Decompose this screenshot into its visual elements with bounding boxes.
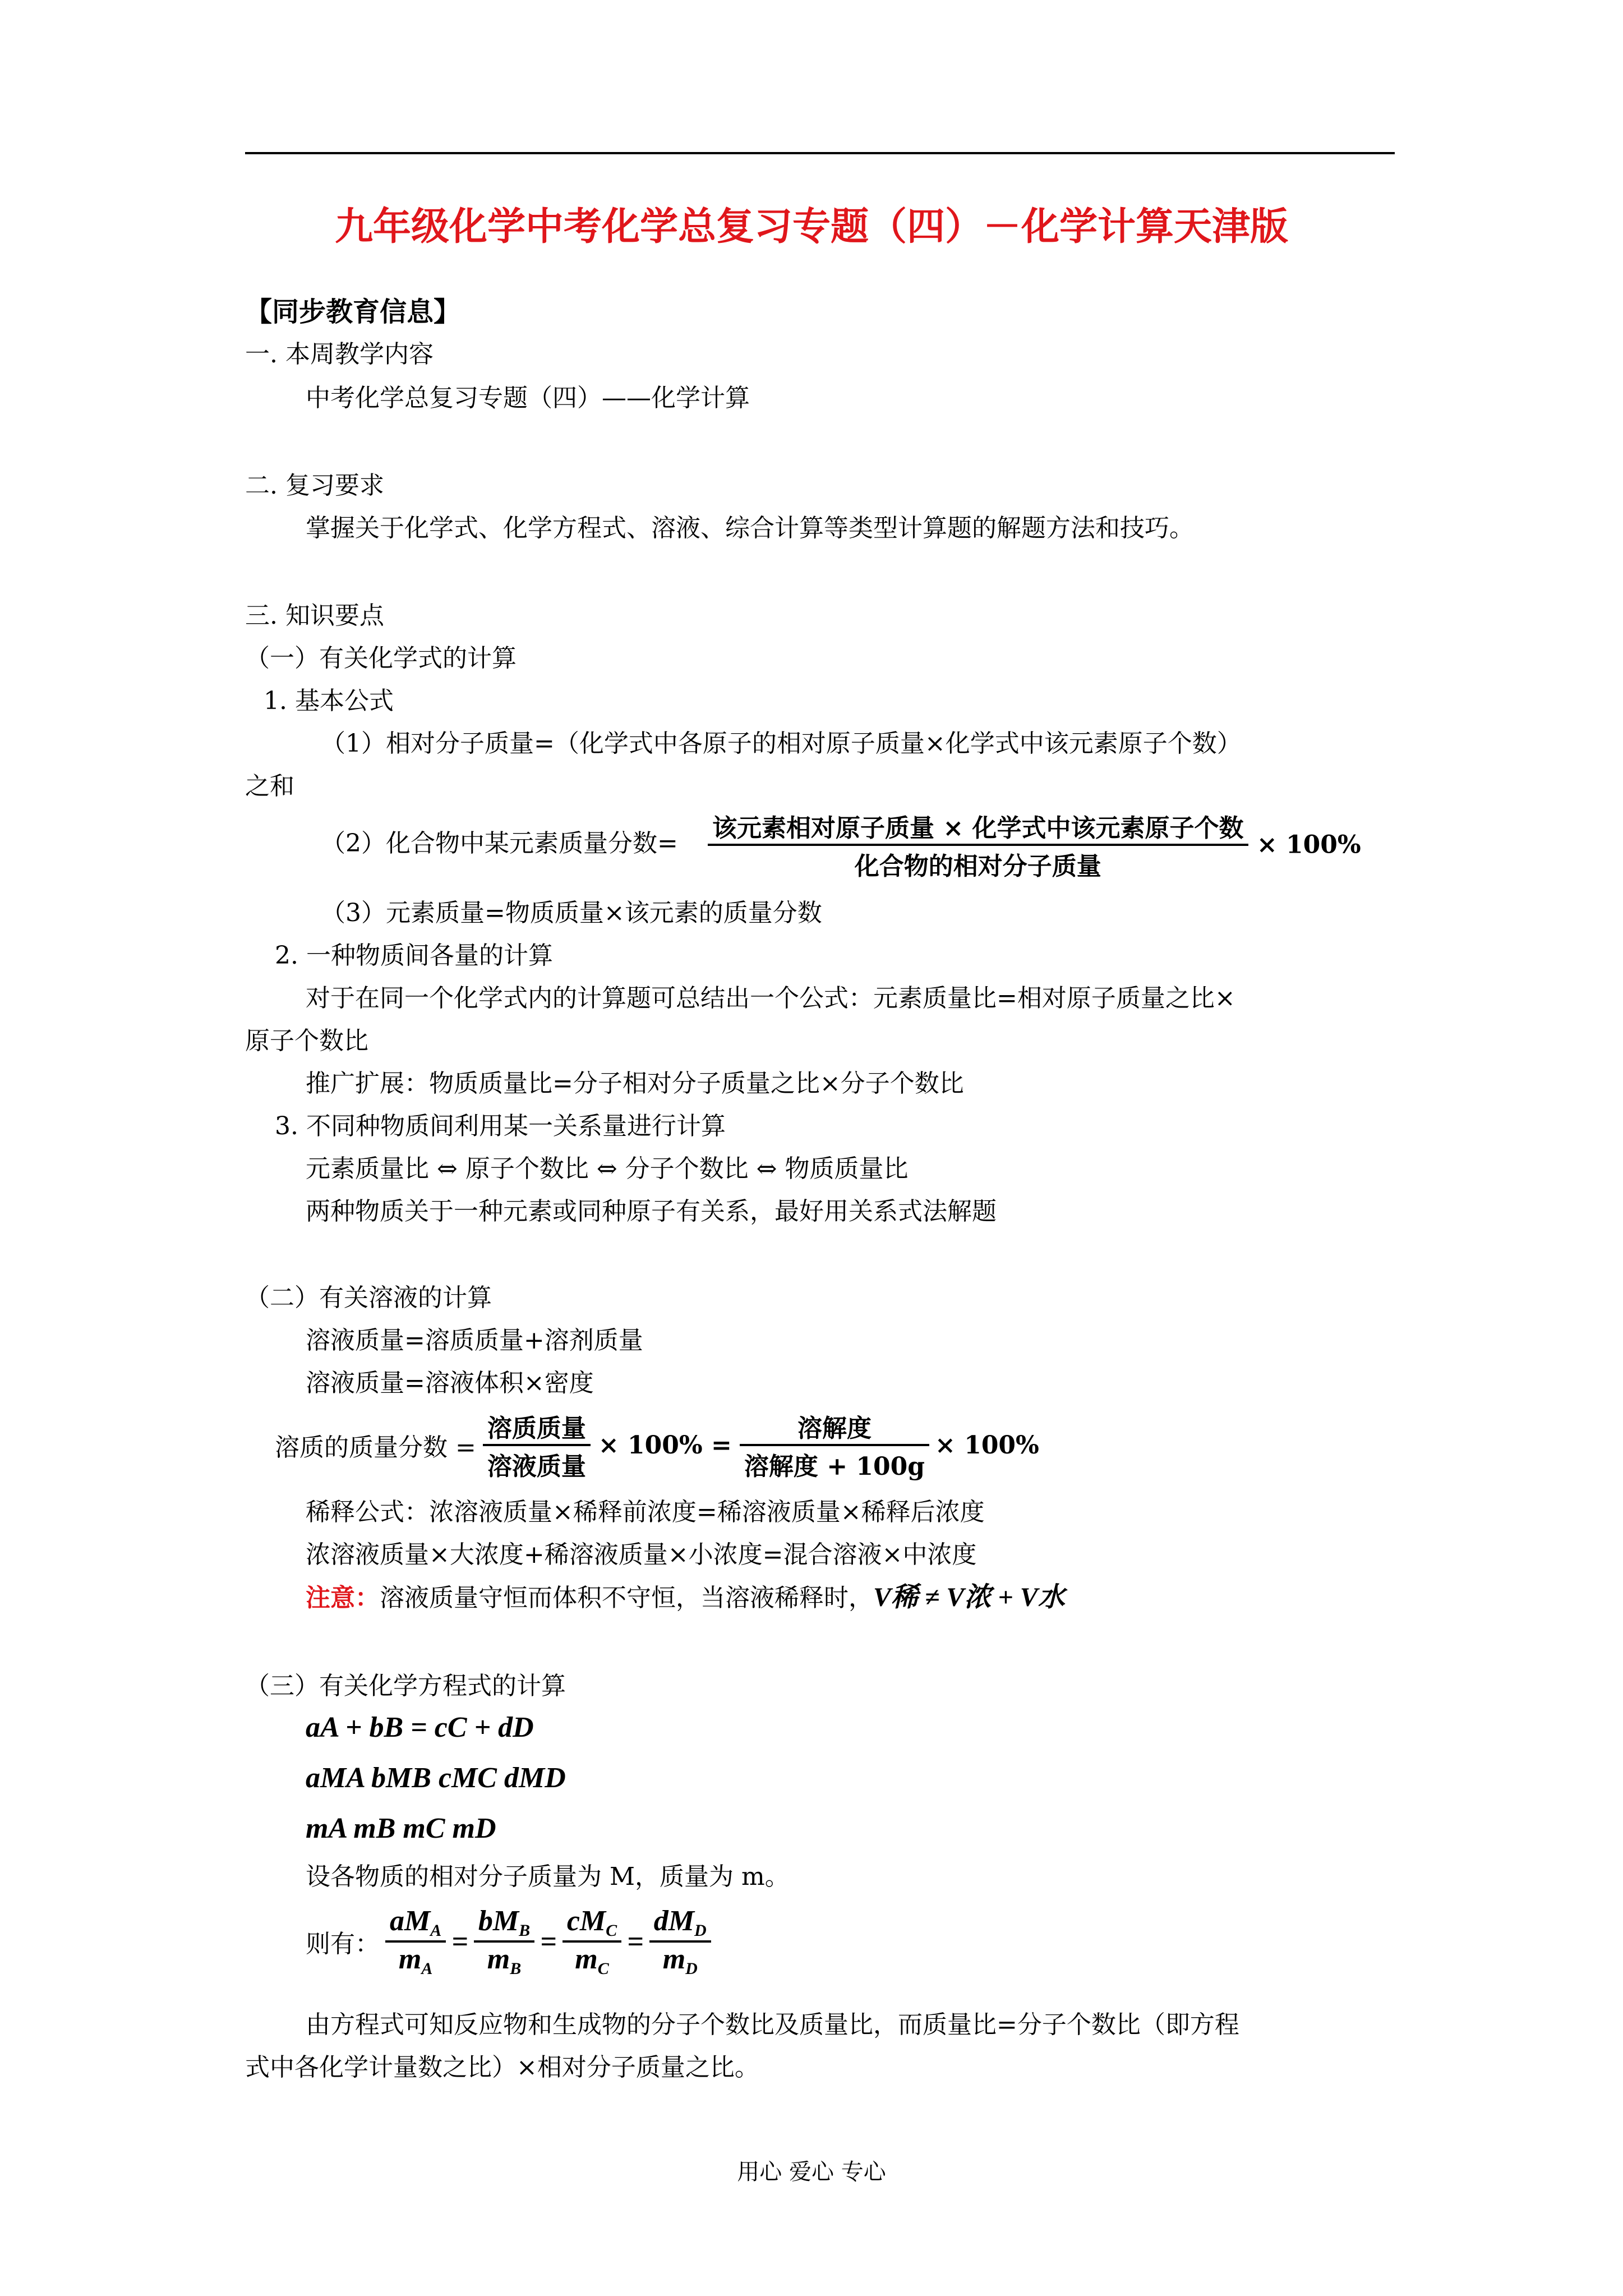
- mass-row: mA mB mC mD: [306, 1812, 496, 1844]
- page-footer: 用心 爱心 专心: [737, 2159, 886, 2185]
- text-line: 稀释公式：浓溶液质量×稀释前浓度=稀溶液质量×稀释后浓度: [306, 1498, 985, 1526]
- note-label: 注意：: [306, 1584, 380, 1612]
- reaction-equation: aA + bB = cC + dD: [306, 1711, 534, 1743]
- fraction-numerator: 溶解度: [797, 1414, 872, 1443]
- text-line: 之和: [245, 772, 294, 800]
- text-line: 中考化学总复习专题（四）——化学计算: [306, 384, 750, 412]
- text-line: （3）元素质量=物质质量×该元素的质量分数: [321, 899, 822, 927]
- text-line: 浓溶液质量×大浓度+稀溶液质量×小浓度=混合溶液×中浓度: [306, 1540, 977, 1569]
- formula-tail: × 100%: [935, 1430, 1039, 1460]
- note-line: [306, 1582, 1065, 1614]
- fraction-denominator: 溶解度 + 100g: [744, 1452, 925, 1481]
- text-line: 溶液质量=溶液体积×密度: [306, 1369, 594, 1397]
- heading-3: 三. 知识要点: [245, 601, 384, 630]
- text-line: 原子个数比: [245, 1027, 368, 1055]
- formula-label: 溶质的质量分数 =: [275, 1433, 476, 1462]
- subheading: 1. 基本公式: [264, 687, 394, 715]
- text-line: （1）相对分子质量=（化学式中各原子的相对原子质量×化学式中该元素原子个数）: [321, 729, 1242, 758]
- volume-formula: V稀 ≠ V浓 + V水: [873, 1582, 1065, 1612]
- fraction-numerator: 溶质质量: [487, 1414, 586, 1443]
- text-line: 两种物质关于一种元素或同种原子有关系，最好用关系式法解题: [306, 1197, 997, 1226]
- text-line: 设各物质的相对分子质量为 M，质量为 m。: [306, 1862, 790, 1891]
- text-line: 推广扩展：物质质量比=分子相对分子质量之比×分子个数比: [306, 1069, 964, 1098]
- text-line: 由方程式可知反应物和生成物的分子个数比及质量比，而质量比=分子个数比（即方程: [306, 2010, 1239, 2039]
- page-title: 九年级化学中考化学总复习专题（四）－化学计算天津版: [334, 205, 1288, 249]
- fraction-numerator: 该元素相对原子质量 × 化学式中该元素原子个数: [712, 814, 1244, 843]
- subheading: （一）有关化学式的计算: [245, 644, 517, 673]
- mass-fraction-formula: [708, 808, 1361, 882]
- text-line: （2）化合物中某元素质量分数=: [321, 829, 678, 858]
- text-line: 溶液质量=溶质质量+溶剂质量: [306, 1326, 643, 1355]
- subheading: （二）有关溶液的计算: [245, 1283, 492, 1312]
- subheading: 3. 不同种物质间利用某一关系量进行计算: [275, 1112, 726, 1140]
- header-rule: [245, 152, 1395, 154]
- heading-1: 一. 本周教学内容: [245, 340, 434, 369]
- fraction-denominator: 化合物的相对分子质量: [854, 852, 1101, 881]
- ratio-label: 则有：: [306, 1930, 380, 1958]
- heading-2: 二. 复习要求: [245, 471, 384, 500]
- formula-middle: × 100% =: [598, 1430, 732, 1460]
- fraction-denominator: 溶液质量: [487, 1452, 586, 1481]
- text-line: 掌握关于化学式、化学方程式、溶液、综合计算等类型计算题的解题方法和技巧。: [306, 514, 1194, 542]
- note-text: 溶液质量守恒而体积不守恒，当溶液稀释时，: [380, 1584, 873, 1612]
- formula-tail: × 100%: [1256, 830, 1361, 859]
- section-header: 【同步教育信息】: [245, 296, 461, 328]
- ratio-equation: 则有： $\frac{aM_A}{m_A}$ = $\frac{bM_B}{m_B}$ = $\frac{cM_C}{m_C}$ = $\frac{dM_D}{m_D}$: [306, 1904, 711, 1978]
- text-line: 式中各化学计量数之比）×相对分子质量之比。: [245, 2053, 759, 2082]
- subheading: 2. 一种物质间各量的计算: [275, 941, 553, 970]
- subheading: （三）有关化学方程式的计算: [245, 1672, 566, 1700]
- text-line: 对于在同一个化学式内的计算题可总结出一个公式：元素质量比=相对原子质量之比×: [306, 984, 1235, 1013]
- solution-fraction-formula: [275, 1408, 1039, 1482]
- molar-mass-row: aMA bMB cMC dMD: [306, 1762, 566, 1794]
- text-line: 元素质量比 ⇔ 原子个数比 ⇔ 分子个数比 ⇔ 物质质量比: [306, 1154, 909, 1183]
